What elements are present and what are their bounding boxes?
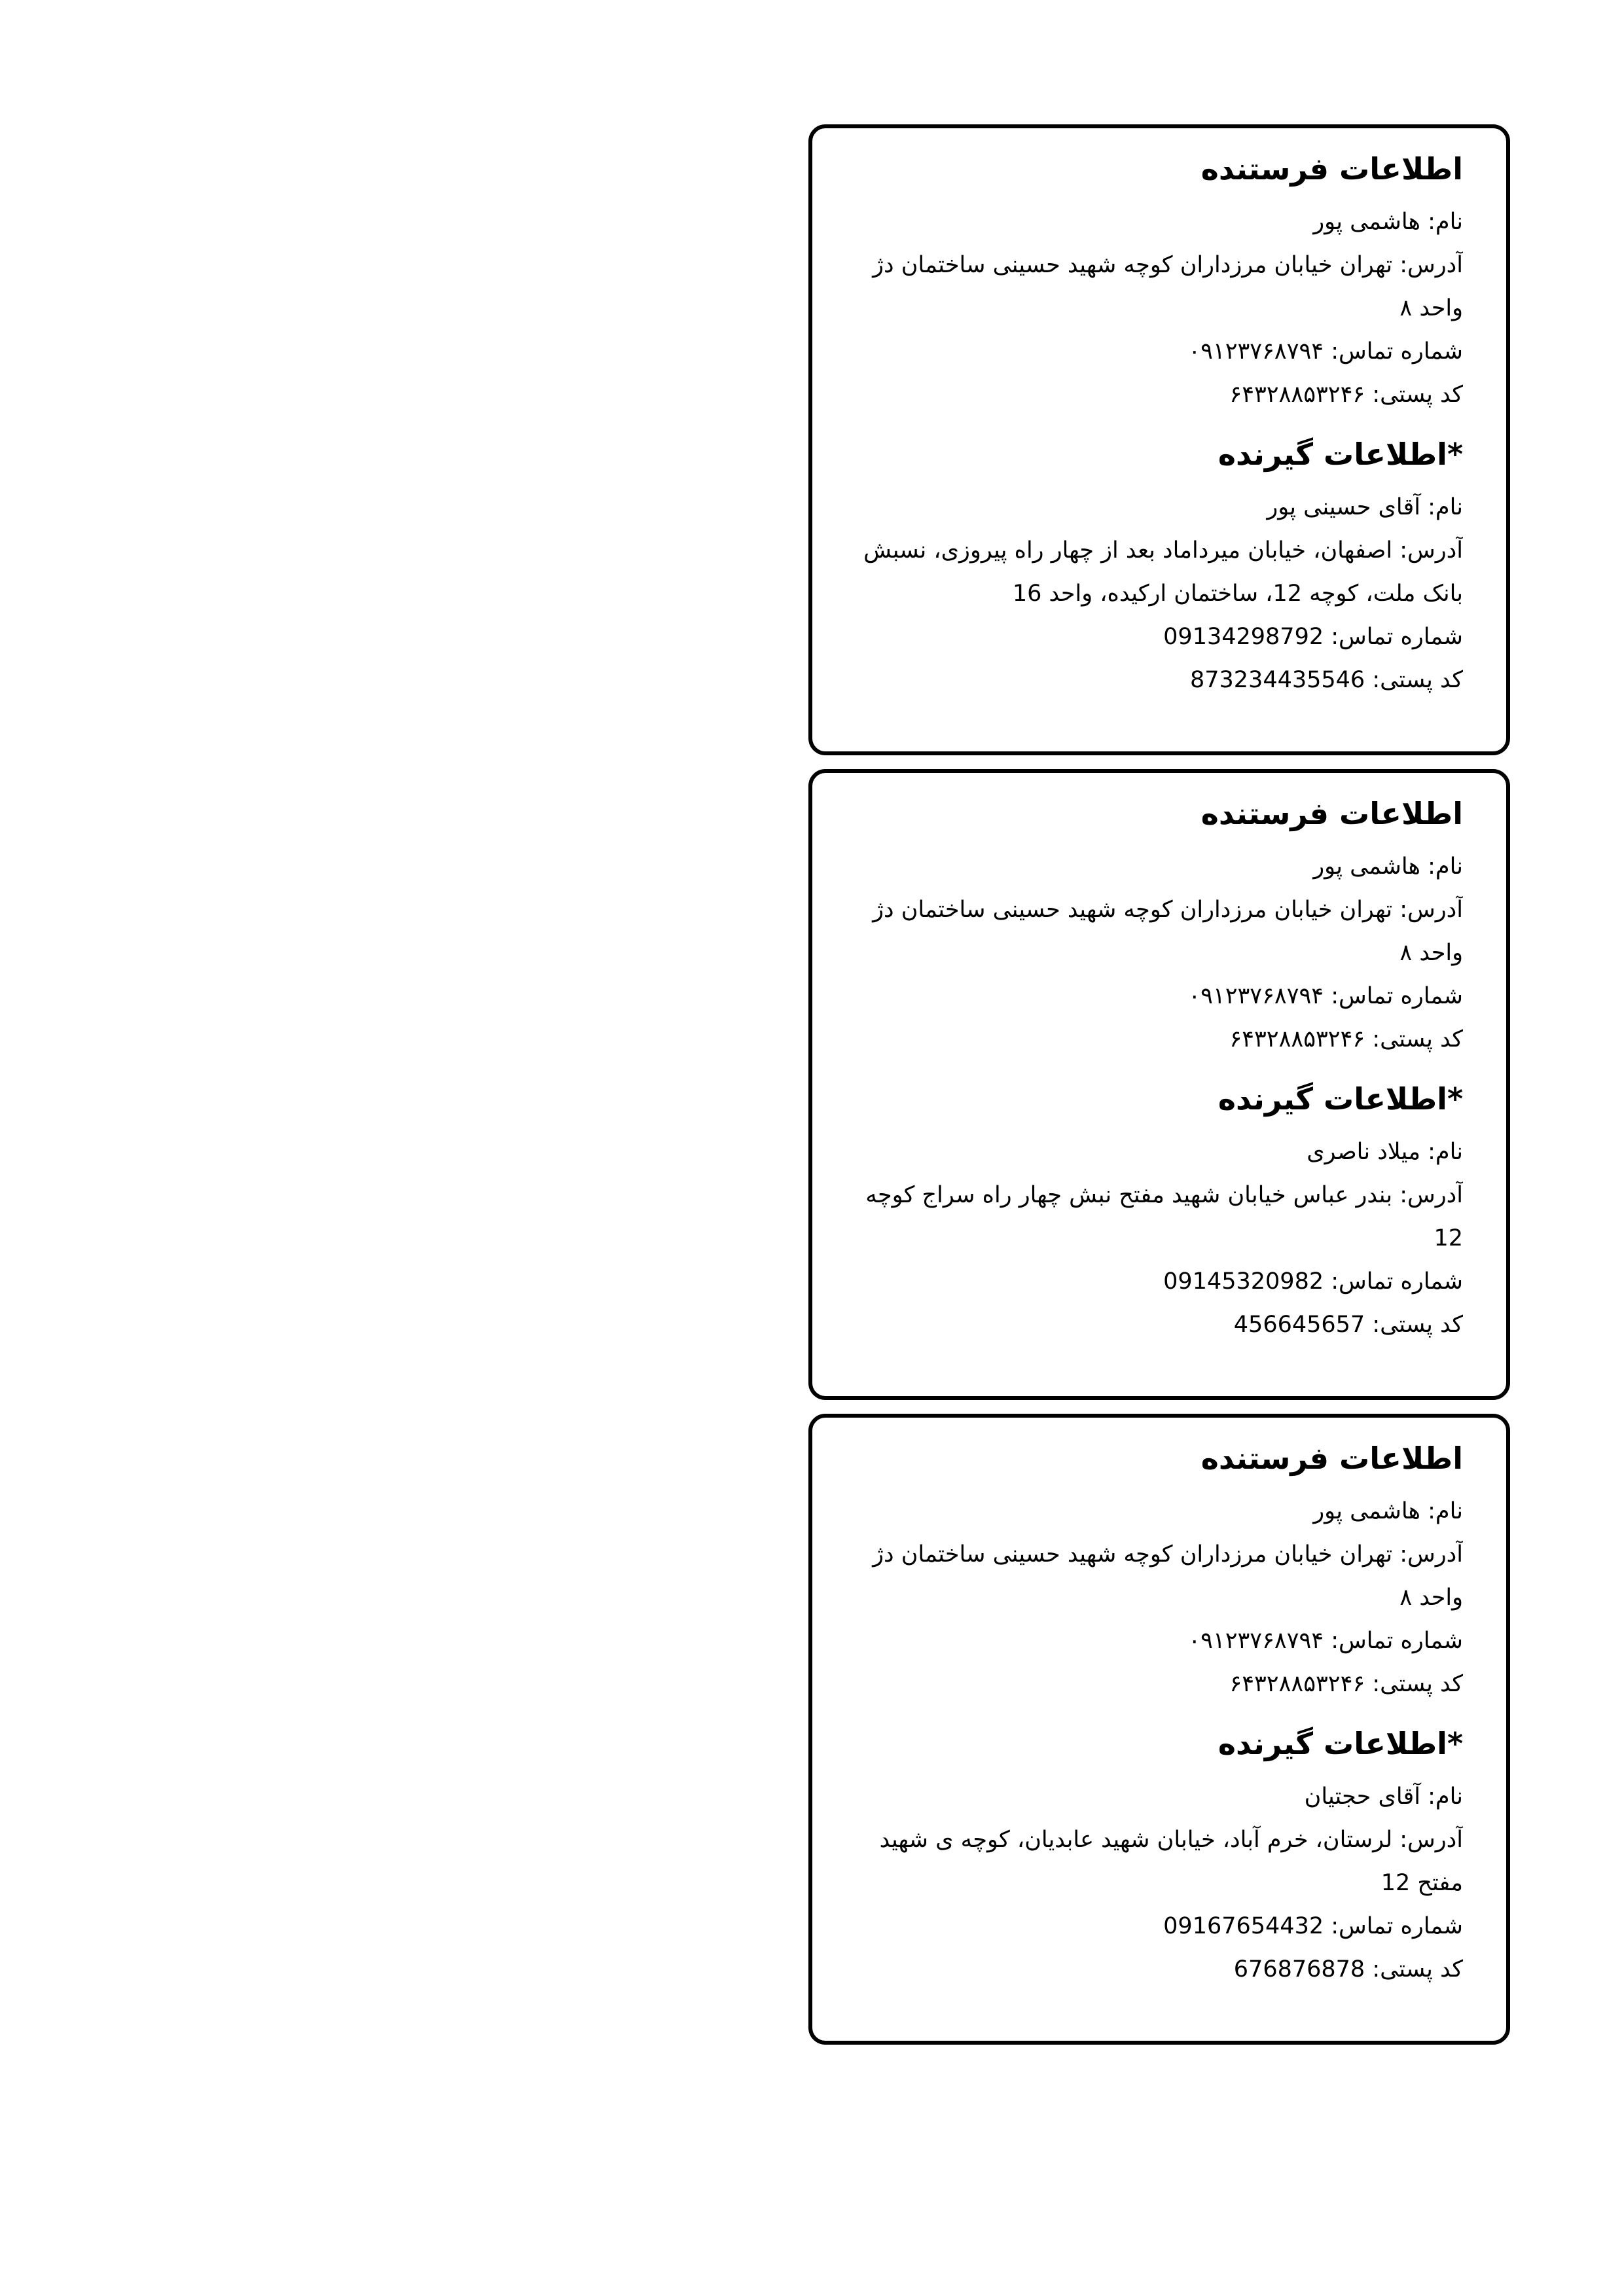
shipping-label-card-1 bbox=[808, 124, 1510, 755]
receiver-postal-code: کد پستی: 873234435546 bbox=[1189, 667, 1463, 693]
sender-phone: شماره تماس: ۰۹۱۲۳۷۶۸۷۹۴ bbox=[1188, 1628, 1463, 1654]
receiver-heading: *اطلاعات گیرنده bbox=[1218, 1081, 1463, 1117]
receiver-address: آدرس: اصفهان، خیابان میرداماد بعد از چهار راه پیروزی، نسبش بانک ملت، کوچه 12، ساختمان ارکیده، واحد 16 bbox=[863, 537, 1463, 607]
sender-heading: اطلاعات فرستنده bbox=[1200, 796, 1463, 831]
sender-heading: اطلاعات فرستنده bbox=[1200, 1441, 1463, 1476]
shipping-label-card-3 bbox=[808, 1414, 1510, 2045]
receiver-heading: *اطلاعات گیرنده bbox=[1218, 437, 1463, 472]
receiver-address: آدرس: لرستان، خرم آباد، خیابان شهید عابدیان، کوچه ی شهید مفتح 12 bbox=[879, 1827, 1463, 1896]
sender-phone: شماره تماس: ۰۹۱۲۳۷۶۸۷۹۴ bbox=[1188, 983, 1463, 1009]
receiver-phone: شماره تماس: 09145320982 bbox=[1163, 1268, 1463, 1295]
receiver-postal-code: کد پستی: 676876878 bbox=[1233, 1956, 1463, 1982]
sender-heading: اطلاعات فرستنده bbox=[1200, 151, 1463, 187]
sender-postal-code: کد پستی: ۶۴۳۲۸۸۵۳۲۴۶ bbox=[1229, 382, 1463, 408]
sender-postal-code: کد پستی: ۶۴۳۲۸۸۵۳۲۴۶ bbox=[1229, 1671, 1463, 1697]
receiver-name: نام: آقای حجتیان bbox=[1304, 1784, 1463, 1810]
sender-address: آدرس: تهران خیابان مرزداران کوچه شهید حسینی ساختمان دژ واحد ۸ bbox=[873, 897, 1463, 966]
sender-name: نام: هاشمی پور bbox=[1313, 1498, 1463, 1524]
receiver-name: نام: آقای حسینی پور bbox=[1267, 494, 1463, 520]
sender-name: نام: هاشمی پور bbox=[1313, 853, 1463, 880]
receiver-heading: *اطلاعات گیرنده bbox=[1218, 1726, 1463, 1761]
receiver-phone: شماره تماس: 09134298792 bbox=[1163, 624, 1463, 650]
receiver-postal-code: کد پستی: 456645657 bbox=[1233, 1312, 1463, 1338]
sender-postal-code: کد پستی: ۶۴۳۲۸۸۵۳۲۴۶ bbox=[1229, 1026, 1463, 1052]
sender-address: آدرس: تهران خیابان مرزداران کوچه شهید حسینی ساختمان دژ واحد ۸ bbox=[873, 252, 1463, 321]
sender-phone: شماره تماس: ۰۹۱۲۳۷۶۸۷۹۴ bbox=[1188, 338, 1463, 365]
receiver-name: نام: میلاد ناصری bbox=[1307, 1139, 1463, 1165]
receiver-address: آدرس: بندر عباس خیابان شهید مفتح نبش چهار راه سراج کوچه 12 bbox=[865, 1182, 1463, 1251]
sender-address: آدرس: تهران خیابان مرزداران کوچه شهید حسینی ساختمان دژ واحد ۸ bbox=[873, 1541, 1463, 1611]
shipping-label-card-2 bbox=[808, 769, 1510, 1400]
sender-name: نام: هاشمی پور bbox=[1313, 209, 1463, 235]
receiver-phone: شماره تماس: 09167654432 bbox=[1163, 1913, 1463, 1939]
